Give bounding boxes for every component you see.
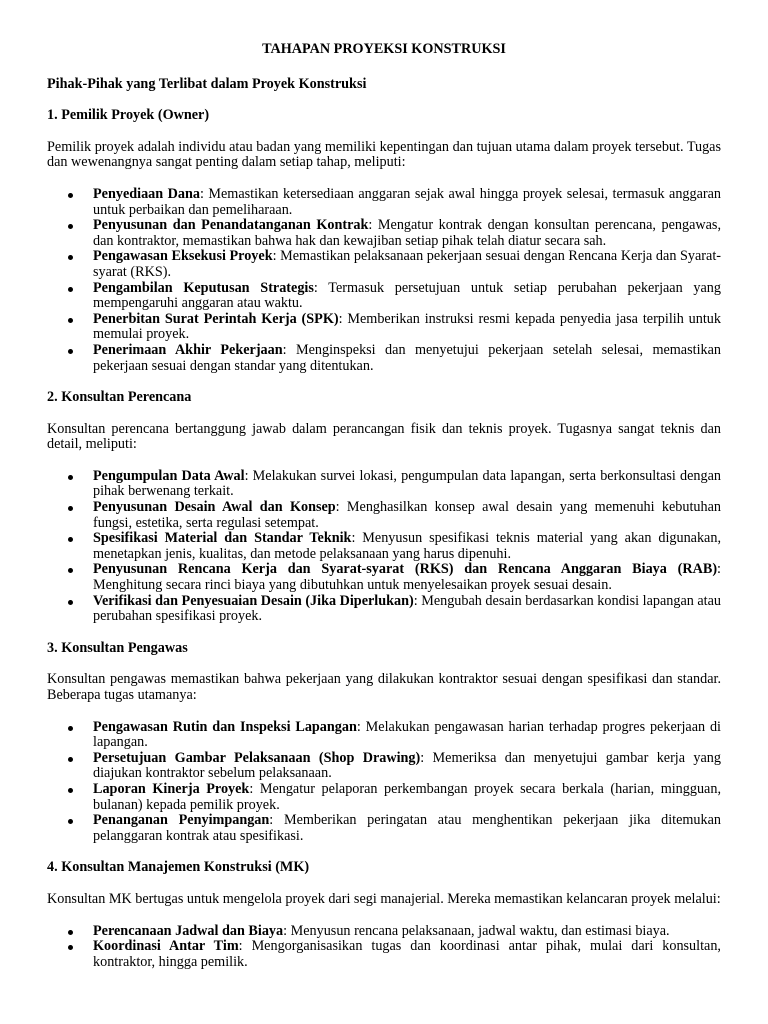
item-desc: : Memastikan pelaksanaan pekerjaan sesuai dengan Rencana Kerja dan Syarat-syarat (RKS). [93,248,721,280]
item-desc: : Melakukan survei lokasi, pengumpulan data lapangan, serta berkonsultasi dengan pihak berwenang terkait. [93,467,721,500]
section-intro: Konsultan pengawas memastikan bahwa pekerjaan yang dilakukan kontraktor sesuai dengan spesifikasi dan standar. Beberapa tugas utamanya: [47,671,721,703]
section-konsultan-perencana [47,390,721,625]
bullet-icon [68,600,73,605]
bullet-icon [68,930,73,935]
section-intro: Konsultan perencana bertanggung jawab dalam perancangan fisik dan teknis proyek. Tugasnya sangat teknis dan detail, meliputi: [47,420,721,453]
item-term: Penerimaan Akhir Pekerjaan [93,341,283,358]
bullet-icon [68,945,73,950]
item-term: Penyusunan Rencana Kerja dan Syarat-syarat (RKS) dan Rencana Anggaran Biaya (RAB) [93,561,718,578]
list-item [47,187,721,218]
item-term: Persetujuan Gambar Pelaksanaan (Shop Drawing) [93,749,421,766]
bullet-list [47,924,721,971]
bullet-icon [68,506,73,511]
bullet-icon [68,819,73,824]
bullet-icon [68,349,73,354]
list-item [47,218,721,249]
item-term: Pengambilan Keputusan Strategis [93,279,314,296]
item-term: Koordinasi Antar Tim [93,938,239,955]
item-term: Spesifikasi Material dan Standar Teknik [93,530,352,547]
list-item [47,939,721,970]
list-item [47,281,721,312]
item-term: Verifikasi dan Penyesuaian Desain (Jika Diperlukan) [93,592,414,609]
item-term: Perencanaan Jadwal dan Biaya [93,922,284,939]
bullet-icon [68,757,73,762]
list-item [47,469,721,500]
item-desc: : Mengatur kontrak dengan konsultan perencana, pengawas, dan kontraktor, memastikan bahwa hak dan kewajiban setiap pihak telah diatur secara sah. [93,217,721,249]
bullet-icon [68,255,73,260]
item-term: Laporan Kinerja Proyek [93,780,250,797]
list-item [47,500,721,531]
item-desc: : Mengubah desain berdasarkan kondisi lapangan atau perubahan spesifikasi proyek. [93,592,722,625]
item-term: Pengawasan Eksekusi Proyek [93,248,273,265]
item-desc: : Mengorganisasikan tugas dan koordinasi antar pihak, mulai dari konsultan, kontraktor, hingga pemilik. [93,938,721,970]
bullet-icon [68,475,73,480]
section-intro: Konsultan MK bertugas untuk mengelola proyek dari segi manajerial. Mereka memastikan kelancaran proyek melalui: [47,890,721,907]
list-item [47,751,721,782]
item-desc: : Termasuk persetujuan untuk setiap perubahan pekerjaan yang mempengaruhi anggaran atau waktu. [93,279,721,312]
list-item [47,594,721,625]
list-item [47,531,721,562]
bullet-icon [68,193,73,198]
bullet-icon [68,568,73,573]
item-term: Penanganan Penyimpangan [93,812,270,829]
item-term: Penerbitan Surat Perintah Kerja (SPK) [93,310,339,327]
section-intro: Pemilik proyek adalah individu atau badan yang memiliki kepentingan dan tujuan utama dalam proyek tersebut. Tugas dan wewenangnya sangat penting dalam setiap tahap, meliputi: [47,138,721,171]
list-item [47,720,721,751]
item-term: Penyusunan dan Penandatanganan Kontrak [93,217,369,234]
section-konsultan-mk [47,860,721,970]
item-desc: : Memberikan instruksi resmi kepada penyedia jasa terpilih untuk memulai proyek. [93,310,721,343]
item-desc: : Menghitung secara rinci biaya yang dibutuhkan untuk menyelesaikan proyek sesuai desain. [93,561,721,594]
bullet-icon [68,287,73,292]
item-desc: : Menginspeksi dan menyetujui pekerjaan setelah selesai, memastikan pekerjaan sesuai dengan standar yang ditentukan. [93,341,721,374]
list-item [47,924,721,940]
item-term: Penyediaan Dana [93,185,200,202]
list-item [47,562,721,593]
bullet-list [47,720,721,845]
item-desc: : Memberikan peringatan atau menghentikan pekerjaan jika ditemukan pelanggaran kontrak atau spesifikasi. [93,812,722,844]
section-heading: 2. Konsultan Perencana [47,389,192,406]
list-item [47,813,721,844]
item-desc: : Menyusun spesifikasi teknis material yang akan digunakan, menetapkan jenis, kualitas, dan metode pelaksanaan yang harus dipenuhi. [93,530,721,562]
section-pemilik-proyek [47,108,721,374]
bullet-icon [68,224,73,229]
bullet-icon [68,726,73,731]
section-heading: 1. Pemilik Proyek (Owner) [47,107,210,124]
section-konsultan-pengawas [47,641,721,845]
list-item [47,312,721,343]
bullet-list [47,469,721,625]
item-term: Pengumpulan Data Awal [93,467,245,484]
section-heading: 3. Konsultan Pengawas [47,639,188,656]
item-desc: : Memastikan ketersediaan anggaran sejak awal hingga proyek selesai, termasuk anggaran untuk perbaikan dan pemeliharaan. [93,185,722,218]
section-heading: 4. Konsultan Manajemen Konstruksi (MK) [47,859,310,876]
item-desc: : Mengatur pelaporan perkembangan proyek secara berkala (harian, mingguan, bulanan) kepada pemilik proyek. [93,780,721,813]
document-page [47,42,721,986]
item-term: Pengawasan Rutin dan Inspeksi Lapangan [93,718,357,735]
item-desc: : Menyusun rencana pelaksanaan, jadwal waktu, dan estimasi biaya. [283,922,670,939]
item-term: Penyusunan Desain Awal dan Konsep [93,499,336,516]
item-desc: : Melakukan pengawasan harian terhadap progres pekerjaan di lapangan. [93,718,721,751]
list-item [47,343,721,374]
document-subtitle: Pihak-Pihak yang Terlibat dalam Proyek Konstruksi [47,75,367,92]
bullet-list [47,187,721,374]
bullet-icon [68,788,73,793]
bullet-icon [68,318,73,323]
list-item [47,249,721,280]
list-item [47,782,721,813]
item-desc: : Menghasilkan konsep awal desain yang memenuhi kebutuhan fungsi, estetika, serta regulasi setempat. [93,499,721,531]
item-desc: : Memeriksa dan menyetujui gambar kerja yang diajukan kontraktor sebelum pelaksanaan. [93,749,721,782]
bullet-icon [68,537,73,542]
document-title: TAHAPAN PROYEKSI KONSTRUKSI [262,41,506,57]
